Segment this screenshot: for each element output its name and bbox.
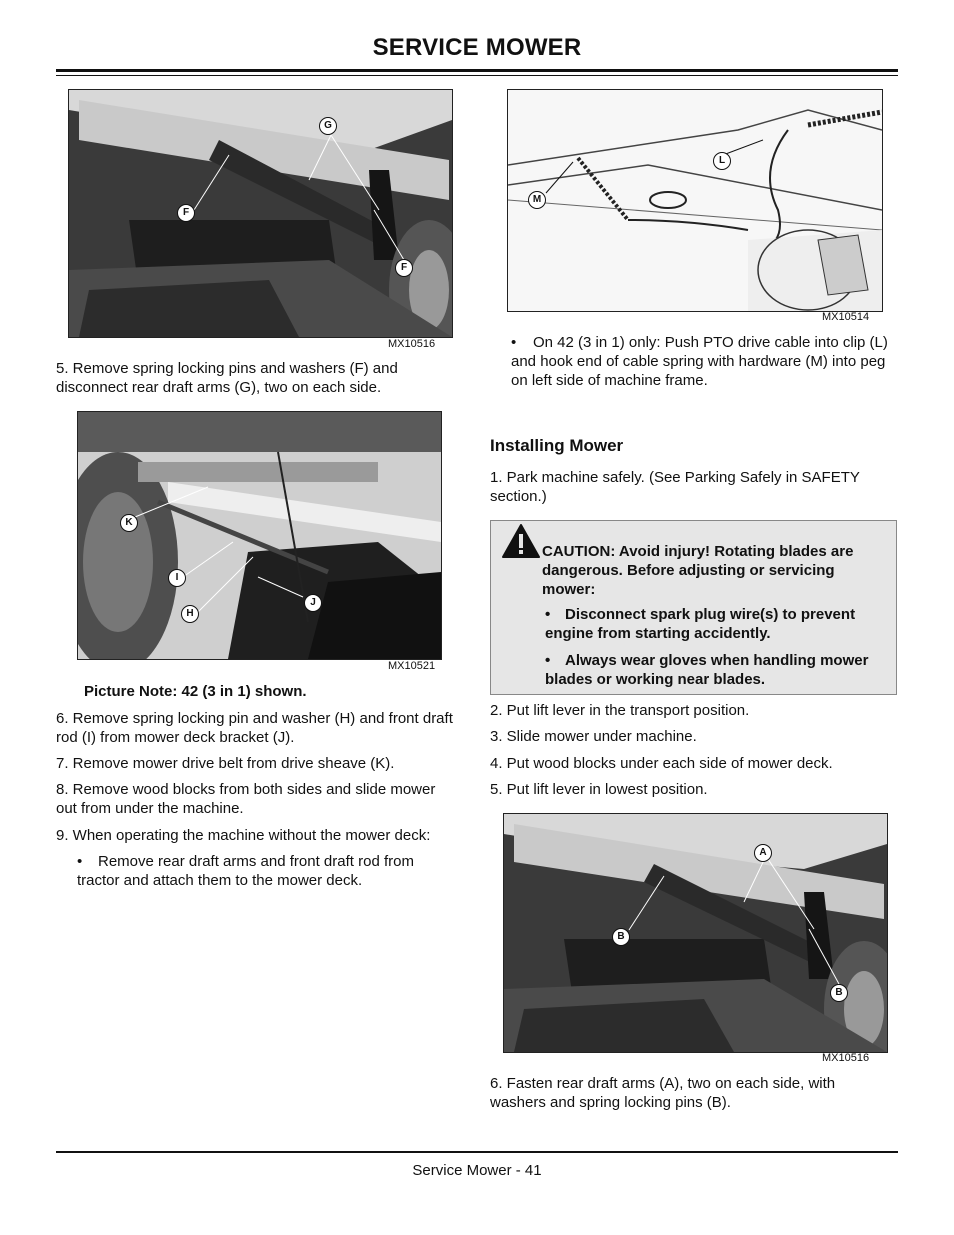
install-step-1-text: 1. Park machine safely. (See Parking Safely in SAFETY section.): [490, 469, 860, 505]
bullet-text: On 42 (3 in 1) only: Push PTO drive cable into clip (L) and hook end of cable spring with hardware (M) into peg on left side of machine frame.: [511, 334, 888, 389]
install-step-6-text: 6. Fasten rear draft arms (A), two on each side, with washers and spring locking pins (B).: [490, 1075, 836, 1111]
figure-id: MX10514: [822, 311, 870, 323]
callout-j: J: [304, 594, 322, 612]
photo-pto-cable-illustration: [508, 90, 882, 311]
bullet-text: Always wear gloves when handling mower blades or working near blades.: [545, 652, 869, 688]
step-6-text: 6. Remove spring locking pin and washer (H) and front draft rod (I) from mower deck bracket (J).: [56, 710, 453, 746]
install-step-2-text: 2. Put lift lever in the transport position.: [490, 702, 750, 719]
photo-drive-belt-removal: [77, 411, 442, 660]
photo-draft-arms-removal: [68, 89, 453, 338]
installing-mower-heading: Installing Mower: [490, 436, 624, 455]
caution-bullet-2: [545, 651, 890, 689]
callout-b: B: [612, 928, 630, 946]
step-5-text: 5. Remove spring locking pins and washers (F) and disconnect rear draft arms (G), two on each side.: [56, 360, 398, 396]
photo-draft-arms-install-illustration: [504, 814, 887, 1052]
callout-m: M: [528, 191, 546, 209]
step-9-text: 9. When operating the machine without the mower deck:: [56, 827, 431, 844]
callout-h: H: [181, 605, 199, 623]
bullet-text: Disconnect spark plug wire(s) to prevent engine from starting accidently.: [545, 606, 856, 642]
header-rule-thin: [56, 75, 898, 76]
callout-l: L: [713, 152, 731, 170]
photo-pto-cable: [507, 89, 883, 312]
page-title: SERVICE MOWER: [372, 34, 582, 61]
page-number: Service Mower - 41: [412, 1162, 542, 1179]
caution-text: CAUTION: Avoid injury! Rotating blades are dangerous. Before adjusting or servicing mower:: [542, 543, 854, 598]
install-step-5-text: 5. Put lift lever in lowest position.: [490, 781, 708, 798]
bullet-dot: •: [77, 853, 83, 870]
bullet-text: Remove rear draft arms and front draft rod from tractor and attach them to the mower deck.: [77, 853, 414, 889]
bullet-dot: •: [545, 652, 551, 669]
caution-bullet-1: [545, 605, 890, 643]
callout-f: F: [177, 204, 195, 222]
warning-triangle-icon: [501, 523, 541, 559]
install-step-4-text: 4. Put wood blocks under each side of mower deck.: [490, 755, 833, 772]
step-9-bullet: [77, 852, 452, 890]
figure-id: MX10521: [388, 660, 436, 672]
photo-draft-arms-illustration: [69, 90, 452, 337]
bullet-dot: •: [545, 606, 551, 623]
header-rule-thick: [56, 69, 898, 72]
callout-f: F: [395, 259, 413, 277]
callout-k: K: [120, 514, 138, 532]
callout-g: G: [319, 117, 337, 135]
install-step-3-text: 3. Slide mower under machine.: [490, 728, 697, 745]
callout-i: I: [168, 569, 186, 587]
pto-bullet: [511, 333, 901, 390]
callout-a: A: [754, 844, 772, 862]
photo-drive-belt-illustration: [78, 412, 441, 659]
callout-b: B: [830, 984, 848, 1002]
photo-draft-arms-install: [503, 813, 888, 1053]
caution-box: [490, 520, 897, 695]
step-7-text: 7. Remove mower drive belt from drive sheave (K).: [56, 755, 395, 772]
figure-id: MX10516: [822, 1052, 870, 1064]
step-8-text: 8. Remove wood blocks from both sides and slide mower out from under the machine.: [56, 781, 436, 817]
picture-note: Picture Note: 42 (3 in 1) shown.: [84, 683, 307, 700]
bullet-dot: •: [511, 334, 517, 351]
footer-rule: [56, 1151, 898, 1153]
figure-id: MX10516: [388, 338, 436, 350]
